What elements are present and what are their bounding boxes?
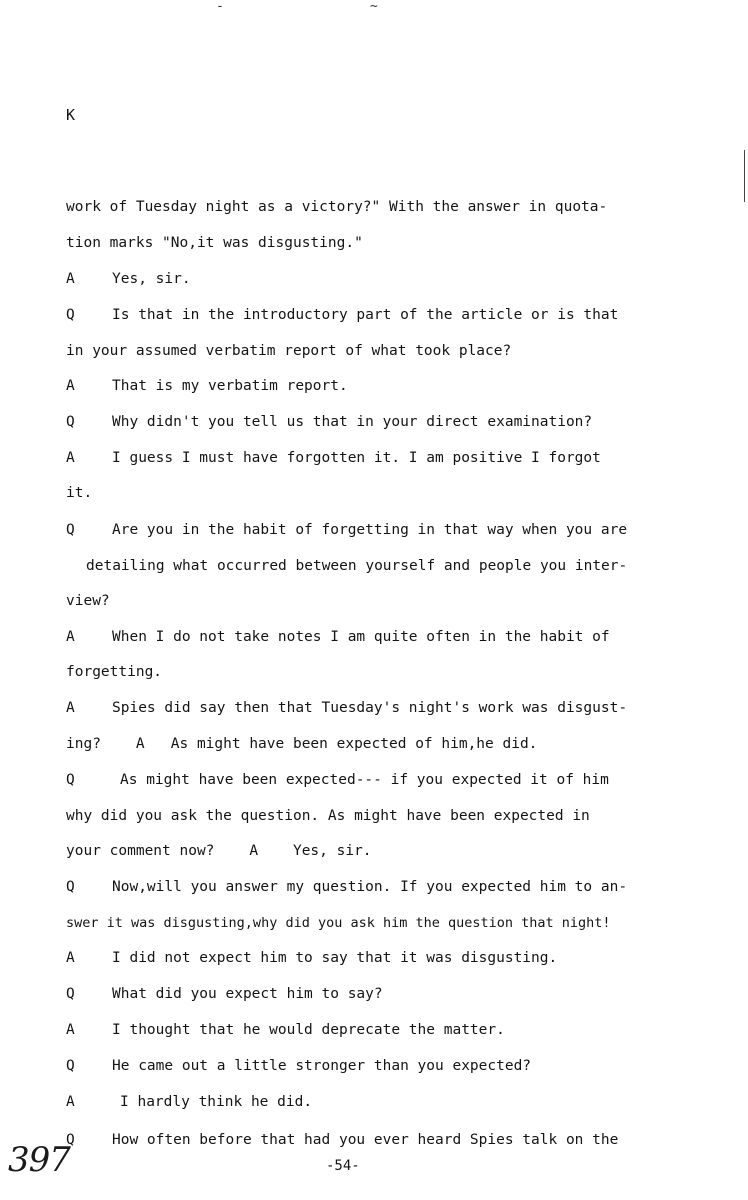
line-text: Is that in the introductory part of the article or is that xyxy=(112,307,619,323)
transcript-line xyxy=(0,805,748,827)
transcript-line xyxy=(0,983,748,1005)
speaker-label: Q xyxy=(66,414,75,430)
line-text: ing? A As might have been expected of him,he did. xyxy=(66,736,538,752)
line-text: why did you ask the question. As might have been expected in xyxy=(66,808,590,824)
transcript-line xyxy=(0,912,748,934)
transcript-line xyxy=(0,1019,748,1041)
transcript-line xyxy=(0,697,748,719)
line-text: swer it was disgusting,why did you ask him the question that night! xyxy=(66,915,611,931)
speaker-label: Q xyxy=(66,307,75,323)
line-text: Spies did say then that Tuesday's night's work was disgust- xyxy=(112,700,628,716)
line-text: detailing what occurred between yourself and people you inter- xyxy=(86,558,628,574)
line-text: view? xyxy=(66,593,110,609)
transcript-line xyxy=(0,661,748,683)
line-text: That is my verbatim report. xyxy=(112,378,348,394)
transcript-line xyxy=(0,447,748,469)
line-text: What did you expect him to say? xyxy=(112,986,383,1002)
page-number: -54- xyxy=(326,1158,360,1174)
speaker-label: Q xyxy=(66,1058,75,1074)
line-text: tion marks "No,it was disgusting." xyxy=(66,235,363,251)
line-text: Yes, sir. xyxy=(112,271,191,287)
transcript-line xyxy=(0,375,748,397)
line-text: work of Tuesday night as a victory?" With the answer in quota- xyxy=(66,199,608,215)
transcript-line xyxy=(0,1091,748,1113)
transcript-line xyxy=(0,304,748,326)
speaker-label: A xyxy=(66,629,75,645)
line-text: Why didn't you tell us that in your direct examination? xyxy=(112,414,593,430)
line-text: When I do not take notes I am quite often in the habit of xyxy=(112,629,610,645)
speaker-label: Q xyxy=(66,772,75,788)
speaker-label: A xyxy=(66,271,75,287)
margin-mark xyxy=(744,150,745,202)
transcript-line xyxy=(0,268,748,290)
line-text: in your assumed verbatim report of what took place? xyxy=(66,343,512,359)
speaker-label: Q xyxy=(66,879,75,895)
handwritten-page-number: 397 xyxy=(8,1140,70,1180)
transcript-line xyxy=(0,411,748,433)
transcript-line xyxy=(0,340,748,362)
line-text: I thought that he would deprecate the matter. xyxy=(112,1022,505,1038)
transcript-line xyxy=(0,1129,748,1151)
speaker-label: A xyxy=(66,1094,75,1110)
transcript-line xyxy=(0,196,748,218)
transcript-line xyxy=(0,626,748,648)
line-text: As might have been expected--- if you expected it of him xyxy=(120,772,609,788)
transcript-line xyxy=(0,555,748,577)
line-text: How often before that had you ever heard Spies talk on the xyxy=(112,1132,619,1148)
transcript-line xyxy=(0,733,748,755)
line-text: it. xyxy=(66,485,93,501)
speaker-label: A xyxy=(66,450,75,466)
speaker-label: Q xyxy=(66,522,75,538)
line-text: your comment now? A Yes, sir. xyxy=(66,843,372,859)
top-mark: ~ xyxy=(370,0,378,14)
transcript-line xyxy=(0,840,748,862)
speaker-label: Q xyxy=(66,986,75,1002)
speaker-label: A xyxy=(66,950,75,966)
section-letter: K xyxy=(66,106,76,124)
top-mark: - xyxy=(216,0,224,14)
transcript-line xyxy=(0,590,748,612)
speaker-label: A xyxy=(66,700,75,716)
line-text: I did not expect him to say that it was disgusting. xyxy=(112,950,558,966)
line-text: He came out a little stronger than you expected? xyxy=(112,1058,532,1074)
speaker-label: A xyxy=(66,1022,75,1038)
transcript-line xyxy=(0,482,748,504)
transcript-line xyxy=(0,947,748,969)
transcript-line xyxy=(0,519,748,541)
transcript-line xyxy=(0,769,748,791)
speaker-label: Q xyxy=(66,1132,75,1148)
line-text: forgetting. xyxy=(66,664,163,680)
line-text: I guess I must have forgotten it. I am positive I forgot xyxy=(112,450,601,466)
line-text: Are you in the habit of forgetting in that way when you are xyxy=(112,522,628,538)
transcript-line xyxy=(0,232,748,254)
line-text: I hardly think he did. xyxy=(120,1094,313,1110)
speaker-label: A xyxy=(66,378,75,394)
line-text: Now,will you answer my question. If you expected him to an- xyxy=(112,879,628,895)
transcript-line xyxy=(0,1055,748,1077)
transcript-line xyxy=(0,876,748,898)
